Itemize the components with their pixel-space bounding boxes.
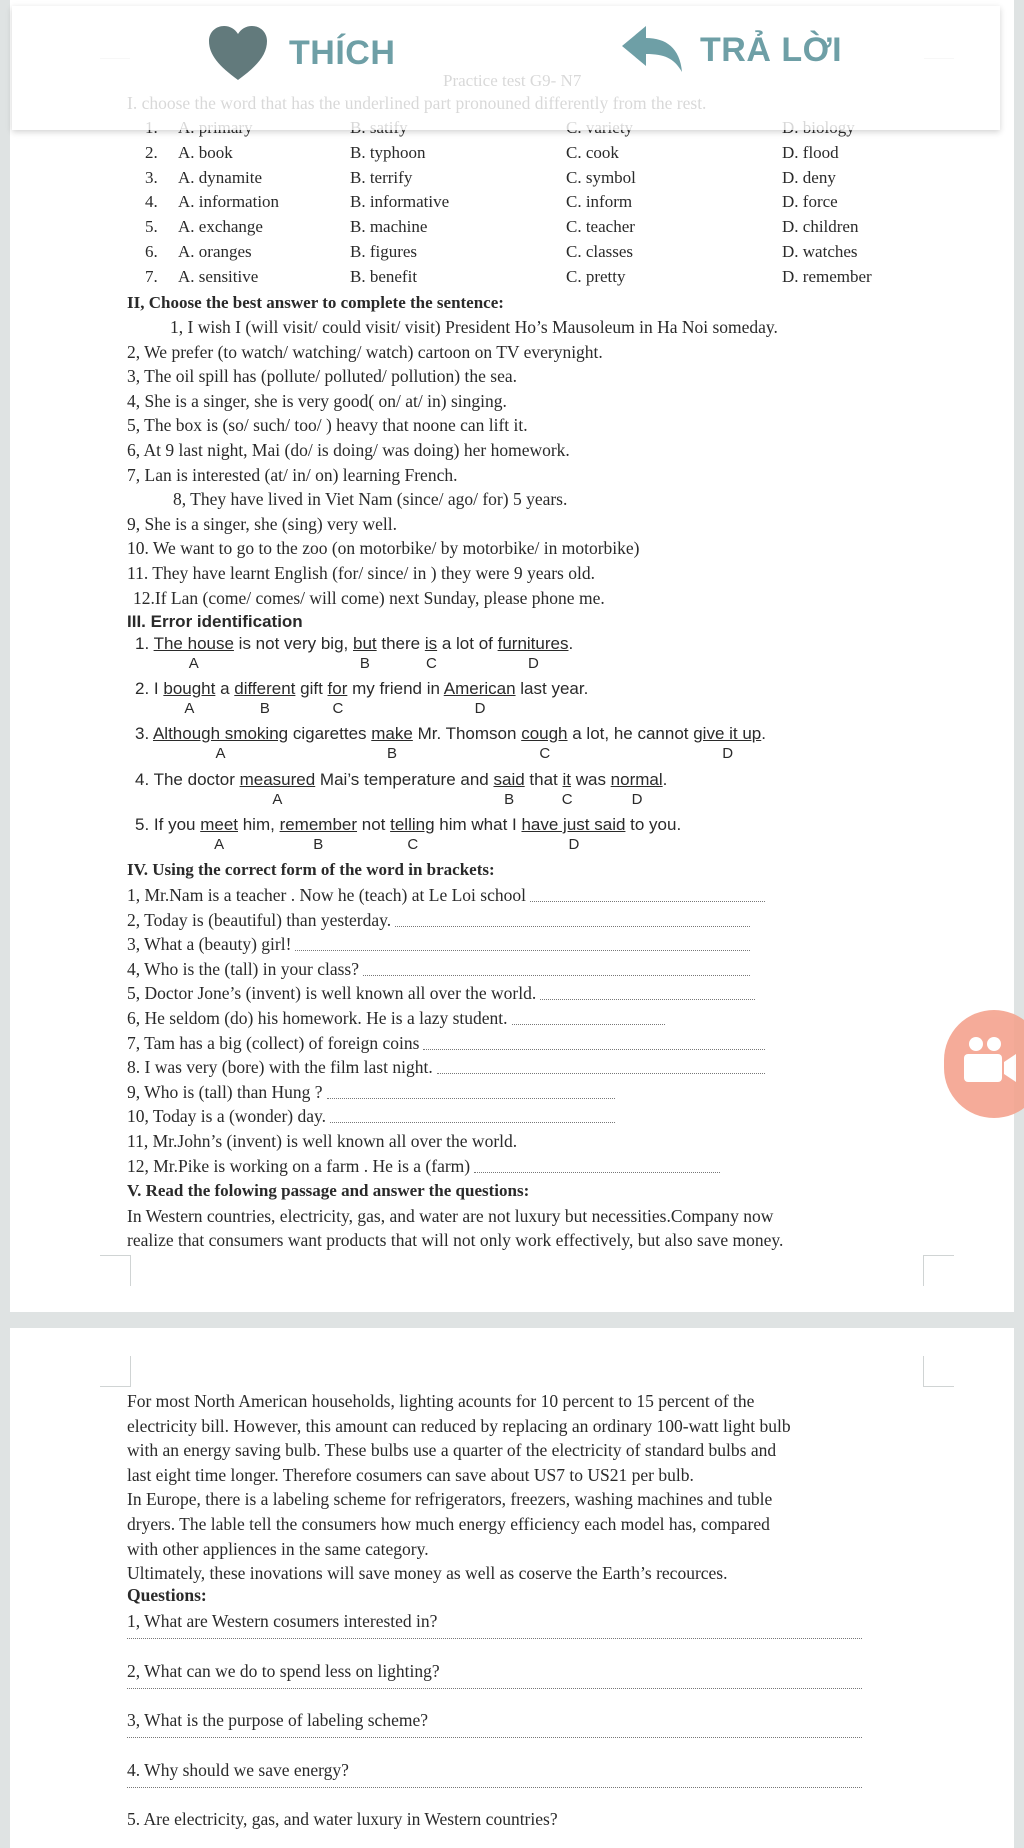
option-letter: D xyxy=(568,836,580,853)
answer-line[interactable] xyxy=(295,950,750,951)
underlined-segment: The house xyxy=(153,634,234,653)
word-form-item: 8. I was very (bore) with the film last night. xyxy=(127,1057,433,1078)
answer-option: B. terrify xyxy=(350,167,413,187)
answer-option: A. oranges xyxy=(178,242,252,261)
option-letter: C xyxy=(561,791,573,808)
sentence-text: there xyxy=(376,634,425,653)
question-item: 3, What is the purpose of labeling scheme? xyxy=(127,1710,428,1730)
passage-line: In Western countries, electricity, gas, and water are not luxury but necessities.Company now xyxy=(127,1206,774,1226)
underlined-segment: cough xyxy=(521,724,568,743)
sentence-text: him what I xyxy=(434,815,522,834)
underlined-segment: but xyxy=(353,634,377,653)
option-letter: B xyxy=(387,745,398,762)
answer-line[interactable] xyxy=(127,1787,862,1788)
answer-line[interactable] xyxy=(127,1688,862,1689)
option-letter: C xyxy=(425,655,437,672)
answer-line[interactable] xyxy=(127,1638,862,1639)
option-letter: D xyxy=(474,700,486,717)
sentence-item: 10. We want to go to the zoo (on motorbike/ by motorbike/ in motorbike) xyxy=(127,538,640,559)
question-number: 2. xyxy=(145,142,158,162)
passage-line: realize that consumers want products that will not only work effectively, but also save money. xyxy=(127,1230,784,1250)
reply-button[interactable] xyxy=(620,24,842,76)
sentence-text: cigarettes xyxy=(288,724,372,743)
passage-line: For most North American households, lighting acounts for 10 percent to 15 percent of the xyxy=(127,1391,755,1411)
answer-line[interactable] xyxy=(395,926,750,927)
question-number: 3. xyxy=(145,167,158,187)
sentence-item: 4, She is a singer, she is very good( on/ at/ in) singing. xyxy=(127,390,507,411)
section-4-title: IV. Using the correct form of the word in brackets: xyxy=(127,860,495,879)
sentence-text: a lot, he cannot xyxy=(567,724,694,743)
underlined-segment: telling xyxy=(390,815,435,834)
word-form-item: 11, Mr.John’s (invent) is well known all over the world. xyxy=(127,1131,518,1151)
question-number: 6. xyxy=(145,242,158,261)
sentence-text: last year. xyxy=(515,679,589,698)
word-form-item: 2, Today is (beautiful) than yesterday. xyxy=(127,909,392,930)
option-letter: B xyxy=(504,791,515,808)
sentence-text: Mr. Thomson xyxy=(412,724,522,743)
error-sentence xyxy=(135,769,667,791)
sentence-text: 3. xyxy=(135,724,153,743)
question-item: 4. Why should we save energy? xyxy=(127,1759,349,1780)
sentence-text: 2. I xyxy=(135,679,164,698)
like-label: THÍCH xyxy=(289,33,396,72)
camera-icon xyxy=(960,1034,1020,1094)
question-item: 2, What can we do to spend less on lighting? xyxy=(127,1660,440,1681)
error-sentence xyxy=(135,633,573,655)
passage-line: Ultimately, these inovations will save money as well as coserve the Earth’s recources. xyxy=(127,1563,728,1584)
heart-icon xyxy=(207,24,269,82)
sentence-text: . xyxy=(568,634,574,653)
reply-label: TRẢ LỜI xyxy=(700,30,843,69)
question-number: 4. xyxy=(145,192,158,212)
option-letter: D xyxy=(631,791,643,808)
sentence-text: . xyxy=(761,724,766,743)
underlined-segment: normal xyxy=(610,770,663,789)
answer-option: B. figures xyxy=(350,242,418,261)
answer-line[interactable] xyxy=(363,975,750,976)
document-page-1 xyxy=(10,0,1014,1312)
answer-line[interactable] xyxy=(127,1737,862,1738)
answer-option: A. information xyxy=(178,192,280,212)
passage-line: with other appliences in the same category. xyxy=(127,1538,429,1559)
answer-option: A. book xyxy=(178,142,233,162)
answer-line[interactable] xyxy=(423,1049,765,1050)
answer-option: B. benefit xyxy=(350,266,418,286)
question-number: 5. xyxy=(145,217,158,237)
underlined-segment: said xyxy=(493,770,525,789)
option-letter: A xyxy=(215,745,226,762)
sentence-text: 1. xyxy=(135,634,154,653)
answer-line[interactable] xyxy=(327,1098,615,1099)
error-sentence xyxy=(135,678,588,700)
sentence-text: a lot of xyxy=(437,634,498,653)
word-form-item: 5, Doctor Jone’s (invent) is well known all over the world. xyxy=(127,983,537,1004)
option-letter: B xyxy=(313,836,324,853)
sentence-text: that xyxy=(524,770,563,789)
error-sentence xyxy=(135,814,681,836)
passage-line: In Europe, there is a labeling scheme for refrigerators, freezers, washing machines and tuble xyxy=(127,1489,773,1510)
word-form-item: 12, Mr.Pike is working on a farm . He is a (farm) xyxy=(127,1155,471,1176)
word-form-item: 6, He seldom (do) his homework. He is a lazy student. xyxy=(127,1008,508,1028)
answer-option: D. remember xyxy=(782,266,872,286)
answer-option: C. classes xyxy=(566,242,634,261)
answer-option: D. force xyxy=(782,192,838,212)
underlined-segment: different xyxy=(234,679,296,698)
sentence-item: 1, I wish I (will visit/ could visit/ visit) President Ho’s Mausoleum in Ha Noi someday. xyxy=(170,317,778,337)
passage-line: dryers. The lable tell the consumers how much energy efficiency each model has, compared xyxy=(127,1514,770,1534)
underlined-segment: meet xyxy=(200,815,238,834)
error-sentence xyxy=(135,723,766,745)
underlined-segment: remember xyxy=(279,815,358,834)
sentence-item: 2, We prefer (to watch/ watching/ watch) cartoon on TV everynight. xyxy=(127,341,603,362)
sentence-item: 8, They have lived in Viet Nam (since/ ago/ for) 5 years. xyxy=(173,489,568,510)
reaction-toolbar xyxy=(12,6,1000,130)
answer-line[interactable] xyxy=(530,901,765,902)
sentence-item: 6, At 9 last night, Mai (do/ is doing/ was doing) her homework. xyxy=(127,440,570,460)
underlined-segment: furnitures xyxy=(497,634,569,653)
answer-option: D. flood xyxy=(782,142,839,162)
answer-option: D. watches xyxy=(782,242,858,261)
answer-option: B. machine xyxy=(350,217,428,237)
section-2-title: II, Choose the best answer to complete the sentence: xyxy=(127,293,504,312)
sentence-text: 5. If you xyxy=(135,815,201,834)
word-form-item: 7, Tam has a big (collect) of foreign coins xyxy=(127,1032,420,1053)
page-corner-mark xyxy=(923,1356,954,1387)
answer-option: D. deny xyxy=(782,167,836,187)
sentence-item: 5, The box is (so/ such/ too/ ) heavy that noone can lift it. xyxy=(127,415,528,436)
option-letter: A xyxy=(184,700,195,717)
answer-option: C. cook xyxy=(566,142,619,162)
page-corner-mark xyxy=(100,1356,131,1387)
option-letter: D xyxy=(722,745,734,762)
underlined-segment: bought xyxy=(163,679,216,698)
sentence-item: 11. They have learnt English (for/ since/ in ) they were 9 years old. xyxy=(127,563,595,583)
answer-option: B. typhoon xyxy=(350,142,426,162)
passage-line: last eight time longer. Therefore cosumers can save about US7 to US21 per bulb. xyxy=(127,1464,694,1485)
option-letter: C xyxy=(539,745,551,762)
passage-line: with an energy saving bulb. These bulbs use a quarter of the electricity of standard bulbs and xyxy=(127,1440,777,1461)
underlined-segment: measured xyxy=(239,770,316,789)
sentence-item: 9, She is a singer, she (sing) very well. xyxy=(127,513,398,534)
sentence-text: Mai’s temperature and xyxy=(315,770,494,789)
sentence-text: my friend in xyxy=(347,679,444,698)
answer-option: A. exchange xyxy=(178,217,263,237)
question-item: 1, What are Western cosumers interested in? xyxy=(127,1611,438,1631)
reply-arrow-icon xyxy=(620,24,684,76)
sentence-item: 7, Lan is interested (at/ in/ on) learning French. xyxy=(127,464,458,485)
underlined-segment: it xyxy=(562,770,571,789)
option-letter: B xyxy=(259,700,270,717)
like-button[interactable] xyxy=(207,24,395,82)
question-number: 7. xyxy=(145,266,158,286)
answer-option: C. symbol xyxy=(566,167,636,187)
sentence-text: to you. xyxy=(625,815,682,834)
sentence-text: was xyxy=(570,770,611,789)
document-page-2 xyxy=(10,1328,1014,1848)
answer-line[interactable] xyxy=(437,1073,765,1074)
sentence-text: not xyxy=(357,815,391,834)
answer-line[interactable] xyxy=(474,1172,720,1173)
answer-option: D. children xyxy=(782,217,859,237)
word-form-item: 4, Who is the (tall) in your class? xyxy=(127,958,359,979)
answer-option: B. informative xyxy=(350,192,450,212)
option-letter: C xyxy=(332,700,344,717)
page-corner-mark xyxy=(923,1255,954,1286)
questions-title: Questions: xyxy=(127,1585,207,1605)
underlined-segment: is xyxy=(424,634,438,653)
option-letter: C xyxy=(407,836,419,853)
underlined-segment: make xyxy=(371,724,413,743)
underlined-segment: American xyxy=(443,679,516,698)
page-corner-mark xyxy=(100,1255,131,1286)
answer-line[interactable] xyxy=(330,1122,615,1123)
answer-option: A. dynamite xyxy=(178,167,263,187)
option-letter: A xyxy=(188,655,199,672)
word-form-item: 10, Today is a (wonder) day. xyxy=(127,1106,327,1127)
sentence-text: him, xyxy=(238,815,280,834)
option-letter: A xyxy=(214,836,225,853)
underlined-segment: Although smoking xyxy=(152,724,289,743)
answer-line[interactable] xyxy=(540,999,755,1000)
word-form-item: 3, What a (beauty) girl! xyxy=(127,934,292,955)
underlined-segment: have just said xyxy=(521,815,626,834)
question-item: 5. Are electricity, gas, and water luxury in Western countries? xyxy=(127,1809,558,1829)
word-form-item: 1, Mr.Nam is a teacher . Now he (teach) at Le Loi school xyxy=(127,885,526,905)
sentence-text: a xyxy=(215,679,235,698)
option-letter: D xyxy=(528,655,539,672)
underlined-segment: for xyxy=(327,679,348,698)
sentence-text: is not very big, xyxy=(233,634,353,653)
sentence-item: 3, The oil spill has (pollute/ polluted/ pollution) the sea. xyxy=(127,366,517,387)
answer-line[interactable] xyxy=(512,1024,665,1025)
answer-option: A. sensitive xyxy=(178,266,259,286)
underlined-segment: give it up xyxy=(693,724,762,743)
sentence-item: 12.If Lan (come/ comes/ will come) next Sunday, please phone me. xyxy=(133,587,605,608)
section-5-title: V. Read the folowing passage and answer the questions: xyxy=(127,1181,530,1200)
answer-option: C. pretty xyxy=(566,266,626,286)
word-form-item: 9, Who is (tall) than Hung ? xyxy=(127,1081,323,1102)
answer-option: C. teacher xyxy=(566,217,635,237)
section-3-title: III. Error identification xyxy=(127,612,303,631)
sentence-text: . xyxy=(662,770,668,789)
option-letter: B xyxy=(359,655,370,672)
sentence-text: 4. The doctor xyxy=(135,770,240,789)
passage-line: electricity bill. However, this amount can reduced by replacing an ordinary 100-watt light bulb xyxy=(127,1415,791,1436)
answer-option: C. inform xyxy=(566,192,633,212)
option-letter: A xyxy=(272,791,283,808)
sentence-text: gift xyxy=(295,679,328,698)
